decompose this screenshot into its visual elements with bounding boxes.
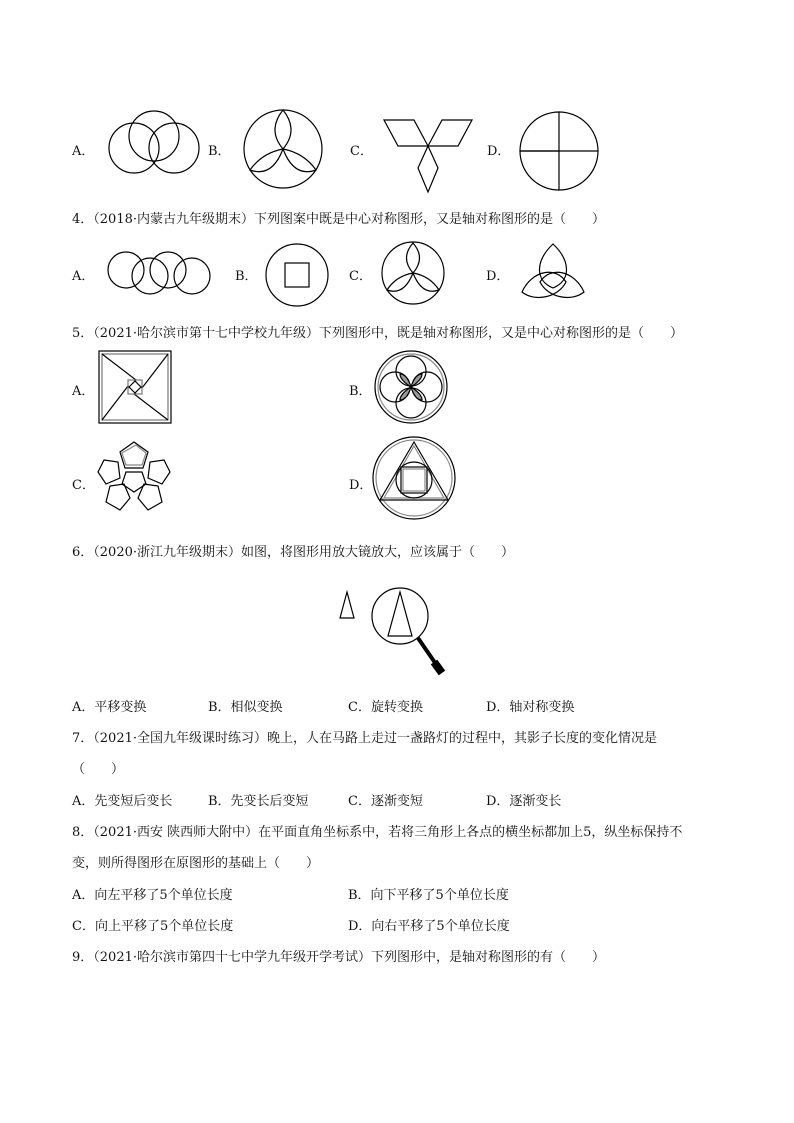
q7-option-b: B．先变长后变短 xyxy=(208,794,309,809)
q3-option-d-label: D． xyxy=(487,144,511,159)
q3-option-c-label: C． xyxy=(350,144,373,159)
pentagon-ring-icon xyxy=(96,440,172,512)
q8-option-c: C．向上平移了5个单位长度 xyxy=(72,919,234,934)
q5-option-b-label: B． xyxy=(349,384,372,399)
q7-question-text-line2: （ ） xyxy=(72,762,125,777)
q4-option-a-label: A． xyxy=(72,269,95,284)
three-rhombus-icon xyxy=(384,118,472,194)
four-linked-circles-icon xyxy=(104,250,214,296)
q4-option-d-label: D． xyxy=(486,269,510,284)
q9-question-text: 9．（2021·哈尔滨市第四十七中学九年级开学考试）下列图形中，是轴对称图形的有（ ） xyxy=(72,950,605,965)
q4-option-b-label: B． xyxy=(235,269,258,284)
pinwheel-square-icon xyxy=(98,350,172,424)
q6-question-text: 6．（2020·浙江九年级期末）如图，将图形用放大镜放大，应该属于（ ） xyxy=(72,545,514,560)
magnifier-triangle-icon xyxy=(334,578,454,678)
q3-option-a-label: A． xyxy=(72,144,95,159)
q6-option-d: D．轴对称变换 xyxy=(486,700,575,715)
square-in-circle-icon xyxy=(264,242,330,308)
q5-option-c-label: C． xyxy=(72,478,95,493)
q5-option-d-label: D． xyxy=(349,478,373,493)
q7-question-text-line1: 7．（2021·全国九年级课时练习）晚上，人在马路上走过一盏路灯的过程中，其影子长度的变化情况是 xyxy=(72,731,657,746)
q6-option-c: C．旋转变换 xyxy=(348,700,423,715)
four-petal-circle-icon xyxy=(374,350,448,424)
q5-question-text: 5．（2021·哈尔滨市第十七中学校九年级）下列图形中，既是轴对称图形，又是中心对称图形的是（ ） xyxy=(72,326,683,341)
q8-option-b: B．向下平移了5个单位长度 xyxy=(348,888,509,903)
q8-option-d: D．向右平移了5个单位长度 xyxy=(348,919,510,934)
q3-option-b-label: B． xyxy=(208,144,231,159)
q8-option-a: A．向左平移了5个单位长度 xyxy=(72,888,233,903)
q4-question-text: 4．（2018·内蒙古九年级期末）下列图案中既是中心对称图形，又是轴对称图形的是（ ） xyxy=(72,212,605,227)
q7-option-d: D．逐渐变长 xyxy=(486,794,562,809)
q7-option-a: A．先变短后变长 xyxy=(72,794,173,809)
q7-option-c: C．逐渐变短 xyxy=(348,794,423,809)
q8-question-text-line2: 变，则所得图形在原图形的基础上（ ） xyxy=(72,856,320,871)
triangle-square-circle-icon xyxy=(372,436,456,520)
three-petal-circle-icon xyxy=(380,240,446,306)
q6-option-b: B．相似变换 xyxy=(208,700,283,715)
q5-option-a-label: A． xyxy=(72,384,95,399)
circle-with-three-petals-icon xyxy=(242,108,324,190)
q6-option-a: A．平移变换 xyxy=(72,700,147,715)
pinwheel-icon xyxy=(514,108,604,194)
three-overlapping-circles-icon xyxy=(96,108,206,190)
q8-question-text-line1: 8．（2021·西安 陕西师大附中）在平面直角坐标系中，若将三角形上各点的横坐标都加上5，纵坐标保持不 xyxy=(72,825,683,840)
trefoil-knot-icon xyxy=(516,240,590,304)
q4-option-c-label: C． xyxy=(349,269,372,284)
